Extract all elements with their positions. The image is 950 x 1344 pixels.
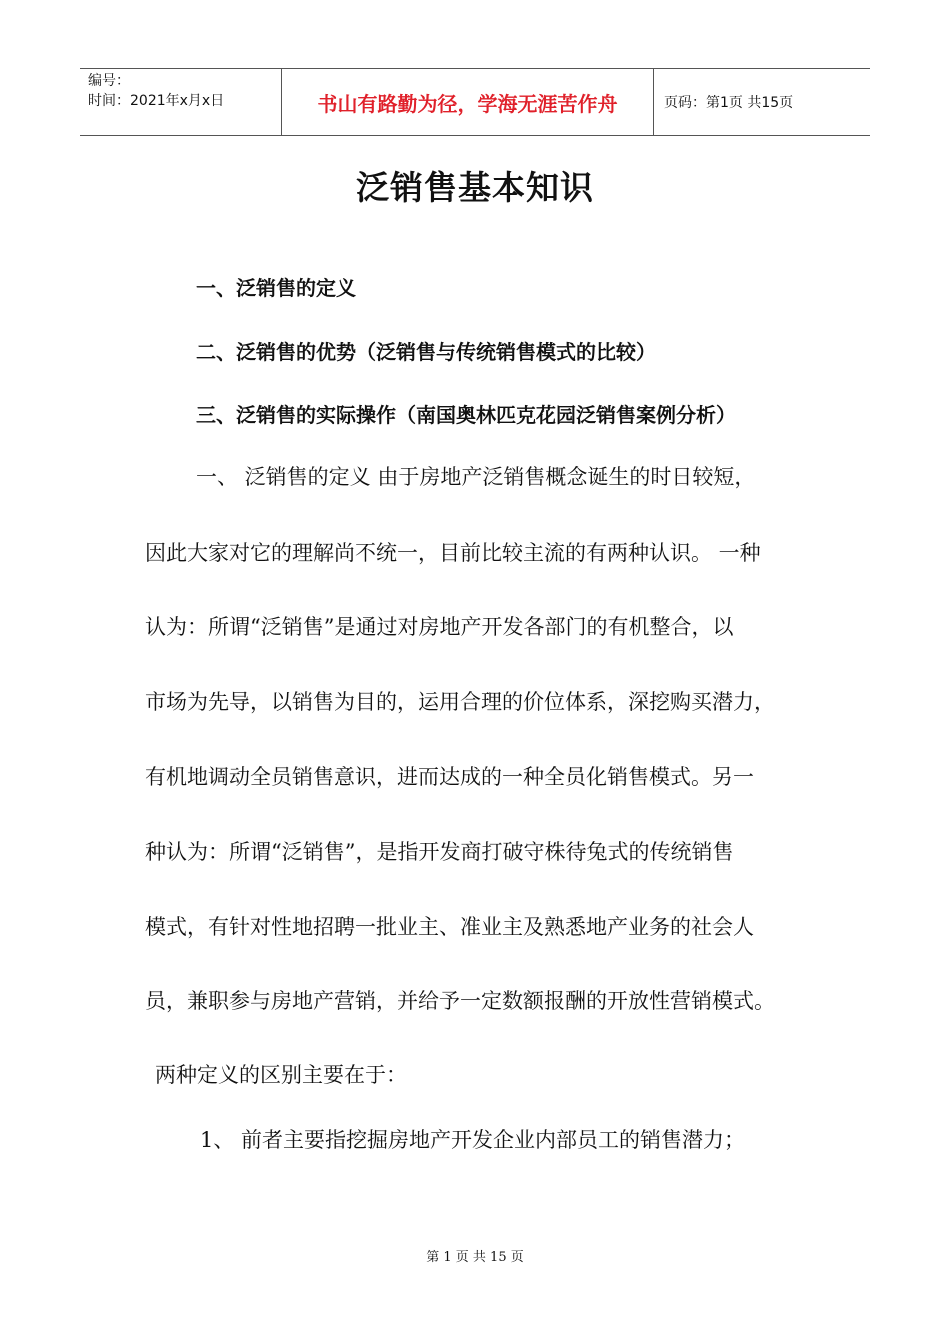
body-line-4: 市场为先导，以销售为目的，运用合理的价位体系，深挖购买潜力，	[145, 690, 775, 714]
page-header	[80, 68, 870, 136]
document-title: 泛销售基本知识	[356, 168, 594, 207]
body-line-3: 认为：所谓“泛销售”是通过对房地产开发各部门的有机整合，以	[145, 615, 734, 639]
body-line-5: 有机地调动全员销售意识，进而达成的一种全员化销售模式。另一	[145, 765, 754, 789]
page-footer: 第 1 页 共 15 页	[426, 1250, 524, 1265]
toc-item-3: 三、泛销售的实际操作（南国奥林匹克花园泛销售案例分析）	[196, 403, 736, 427]
body-line-9: 两种定义的区别主要在于：	[155, 1063, 407, 1087]
header-page-info: 页码：第1页 共15页	[664, 95, 794, 111]
body-line-8: 员，兼职参与房地产营销，并给予一定数额报酬的开放性营销模式。	[145, 989, 775, 1013]
body-line-2: 因此大家对它的理解尚不统一，目前比较主流的有两种认识。 一种	[145, 541, 761, 565]
body-line-7: 模式，有针对性地招聘一批业主、准业主及熟悉地产业务的社会人	[145, 915, 754, 939]
time-label: 时间：2021年x月x日	[88, 93, 225, 109]
toc-item-1: 一、泛销售的定义	[196, 276, 356, 300]
header-motto-cell	[282, 69, 654, 135]
header-motto: 书山有路勤为径，学海无涯苦作舟	[317, 91, 618, 116]
body-line-1: 一、 泛销售的定义 由于房地产泛销售概念诞生的时日较短，	[196, 465, 756, 489]
code-label: 编号：	[88, 73, 130, 89]
header-meta	[80, 69, 282, 135]
body-line-10: 1、 前者主要指挖掘房地产开发企业内部员工的销售潜力；	[200, 1128, 746, 1152]
body-line-6: 种认为：所谓“泛销售”，是指开发商打破守株待兔式的传统销售	[145, 840, 734, 864]
toc-item-2: 二、泛销售的优势（泛销售与传统销售模式的比较）	[196, 340, 656, 364]
